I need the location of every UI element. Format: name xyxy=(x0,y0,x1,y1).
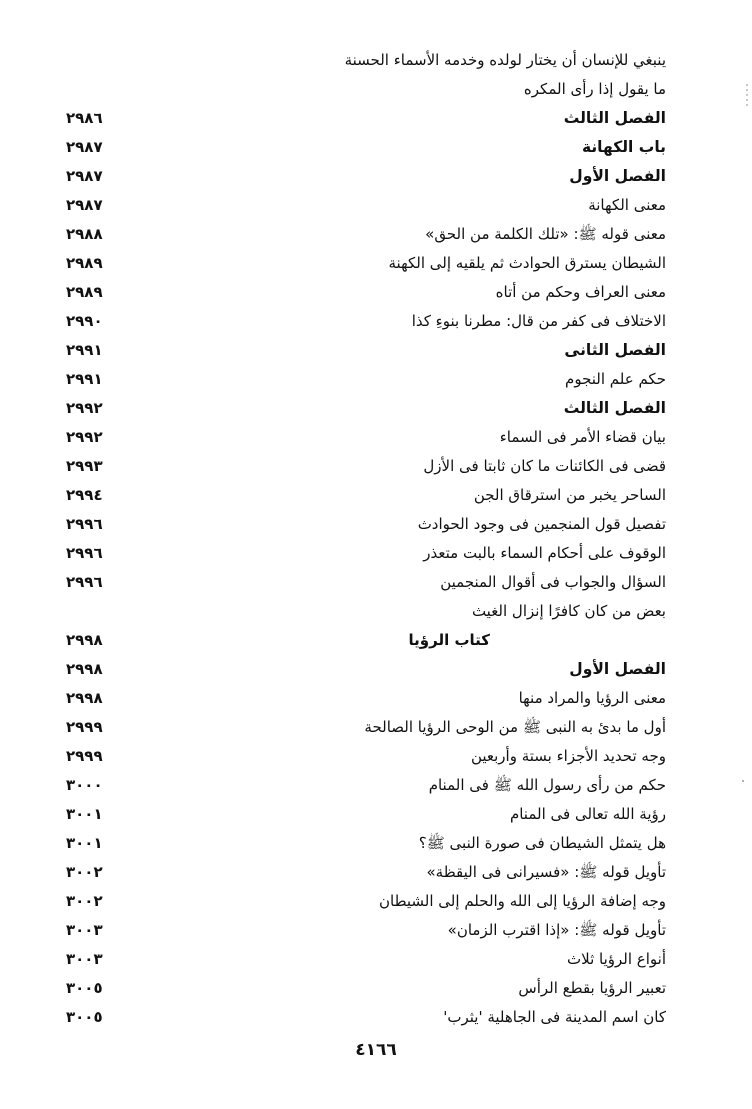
toc-entry xyxy=(60,75,680,104)
toc-entry-title: الفصل الثالث xyxy=(563,109,666,127)
toc-entry-page: ٢٩٩٦ xyxy=(66,573,103,591)
toc-section-heading xyxy=(60,104,680,133)
toc-entry xyxy=(60,423,680,452)
toc-entry xyxy=(60,684,680,713)
toc-entry-title: حكم علم النجوم xyxy=(565,370,666,388)
toc-section-heading xyxy=(60,336,680,365)
toc-entry-title: تأويل قوله ﷺ: «إذا اقترب الزمان» xyxy=(447,921,666,939)
toc-entry-title: السؤال والجواب فى أقوال المنجمين xyxy=(440,573,666,591)
toc-entry xyxy=(60,452,680,481)
toc-entry-title: معنى قوله ﷺ: «تلك الكلمة من الحق» xyxy=(425,225,666,243)
toc-entry-title: حكم من رأى رسول الله ﷺ فى المنام xyxy=(428,776,666,794)
toc-entry-page: ٣٠٠٣ xyxy=(66,950,103,968)
toc-entry-title: الشيطان يسترق الحوادث ثم يلقيه إلى الكهنة xyxy=(388,254,666,272)
toc-entry-page: ٣٠٠٠ xyxy=(66,776,103,794)
toc-entry-page: ٢٩٨٧ xyxy=(66,167,103,185)
toc-section-heading xyxy=(60,655,680,684)
toc-entry-title: الساحر يخبر من استرقاق الجن xyxy=(473,486,666,504)
toc-entry xyxy=(60,974,680,1003)
toc-entry-page: ٢٩٩٩ xyxy=(66,747,103,765)
toc-entry-page: ٣٠٠٢ xyxy=(66,863,103,881)
toc-entry-title: وجه إضافة الرؤيا إلى الله والحلم إلى الشيطان xyxy=(379,892,666,910)
toc-entry-page: ٢٩٩٨ xyxy=(66,631,103,649)
toc-entry xyxy=(60,916,680,945)
toc-entry-page: ٢٩٩٣ xyxy=(66,457,103,475)
toc-entry xyxy=(60,278,680,307)
toc-section-heading xyxy=(60,394,680,423)
toc-entry xyxy=(60,829,680,858)
toc-entry-title: أول ما بدئ به النبى ﷺ من الوحى الرؤيا الصالحة xyxy=(364,718,666,736)
toc-entry-page: ٢٩٨٩ xyxy=(66,283,103,301)
toc-entry-title: ينبغي للإنسان أن يختار لولده وخدمه الأسماء الحسنة xyxy=(344,51,666,69)
toc-entry-page: ٢٩٩٦ xyxy=(66,515,103,533)
toc-entry xyxy=(60,742,680,771)
scan-dot-mark xyxy=(742,780,744,782)
toc-entry-title: تعبير الرؤيا بقطع الرأس xyxy=(518,979,666,997)
toc-entry xyxy=(60,713,680,742)
toc-entry-title: بعض من كان كافرًا إنزال الغيث xyxy=(471,602,666,620)
toc-entry-title: أنواع الرؤيا ثلاث xyxy=(567,950,666,968)
scan-edge-mark xyxy=(746,84,748,108)
toc-entry xyxy=(60,945,680,974)
toc-entry xyxy=(60,481,680,510)
toc-entry-page: ٢٩٩١ xyxy=(66,370,103,388)
toc-entry-page: ٢٩٨٧ xyxy=(66,196,103,214)
table-of-contents xyxy=(60,46,680,1032)
toc-entry xyxy=(60,1003,680,1032)
toc-entry-title: وجه تحديد الأجزاء بستة وأربعين xyxy=(470,747,666,765)
toc-entry-page: ٢٩٨٩ xyxy=(66,254,103,272)
toc-entry-title: رؤية الله تعالى فى المنام xyxy=(509,805,666,823)
toc-entry-title: تأويل قوله ﷺ: «فسيرانى فى اليقظة» xyxy=(426,863,666,881)
toc-entry-page: ٢٩٩٢ xyxy=(66,428,103,446)
toc-entry-title: الفصل الأول xyxy=(569,660,666,678)
toc-entry-title: هل يتمثل الشيطان فى صورة النبى ﷺ؟ xyxy=(418,834,666,852)
toc-entry-page: ٢٩٩٨ xyxy=(66,689,103,707)
toc-entry xyxy=(60,597,680,626)
toc-entry-title: الوقوف على أحكام السماء بالبت متعذر xyxy=(423,544,666,562)
toc-entry xyxy=(60,220,680,249)
toc-entry xyxy=(60,191,680,220)
page-number-footer: ٤١٦٦ xyxy=(355,1040,397,1060)
toc-entry xyxy=(60,858,680,887)
toc-entry-title: باب الكهانة xyxy=(581,138,666,156)
toc-entry-title: الفصل الثانى xyxy=(564,341,666,359)
toc-section-heading xyxy=(60,162,680,191)
toc-section-heading xyxy=(60,133,680,162)
toc-entry-page: ٢٩٨٨ xyxy=(66,225,103,243)
toc-entry-page: ٣٠٠٥ xyxy=(66,1008,103,1026)
toc-entry-title: معنى الكهانة xyxy=(588,196,666,214)
toc-entry-page: ٣٠٠٢ xyxy=(66,892,103,910)
toc-entry-title: تفصيل قول المنجمين فى وجود الحوادث xyxy=(417,515,666,533)
toc-entry-title: قضى فى الكائنات ما كان ثابتا فى الأزل xyxy=(423,457,666,475)
toc-entry xyxy=(60,887,680,916)
toc-entry xyxy=(60,365,680,394)
toc-entry xyxy=(60,46,680,75)
toc-entry xyxy=(60,307,680,336)
toc-entry xyxy=(60,800,680,829)
toc-entry-page: ٣٠٠٣ xyxy=(66,921,103,939)
toc-book-heading xyxy=(60,626,680,655)
toc-entry-title: كان اسم المدينة فى الجاهلية 'يثرب' xyxy=(443,1008,666,1026)
toc-entry-page: ٢٩٩١ xyxy=(66,341,103,359)
toc-entry-page: ٢٩٨٦ xyxy=(66,109,103,127)
toc-entry xyxy=(60,771,680,800)
toc-entry-title: بيان قضاء الأمر فى السماء xyxy=(499,428,666,446)
toc-entry-page: ٢٩٨٧ xyxy=(66,138,103,156)
toc-entry-page: ٢٩٩٠ xyxy=(66,312,103,330)
toc-entry-page: ٢٩٩٤ xyxy=(66,486,103,504)
toc-entry-page: ٣٠٠١ xyxy=(66,834,103,852)
toc-entry-title: الاختلاف فى كفر من قال: مطرنا بنوءِ كذا xyxy=(411,312,666,330)
toc-entry xyxy=(60,510,680,539)
toc-entry-page: ٢٩٩٢ xyxy=(66,399,103,417)
toc-entry xyxy=(60,249,680,278)
toc-entry-title: كتاب الرؤيا xyxy=(408,631,490,649)
toc-entry-page: ٣٠٠١ xyxy=(66,805,103,823)
toc-entry-title: معنى العراف وحكم من أتاه xyxy=(495,283,666,301)
toc-entry-title: الفصل الثالث xyxy=(563,399,666,417)
toc-entry-page: ٢٩٩٦ xyxy=(66,544,103,562)
toc-entry-title: ما يقول إذا رأى المكره xyxy=(523,80,666,98)
toc-entry-page: ٢٩٩٨ xyxy=(66,660,103,678)
toc-entry-page: ٣٠٠٥ xyxy=(66,979,103,997)
toc-entry-title: معنى الرؤيا والمراد منها xyxy=(518,689,666,707)
toc-entry-page: ٢٩٩٩ xyxy=(66,718,103,736)
toc-entry-title: الفصل الأول xyxy=(569,167,666,185)
toc-entry xyxy=(60,568,680,597)
toc-entry xyxy=(60,539,680,568)
